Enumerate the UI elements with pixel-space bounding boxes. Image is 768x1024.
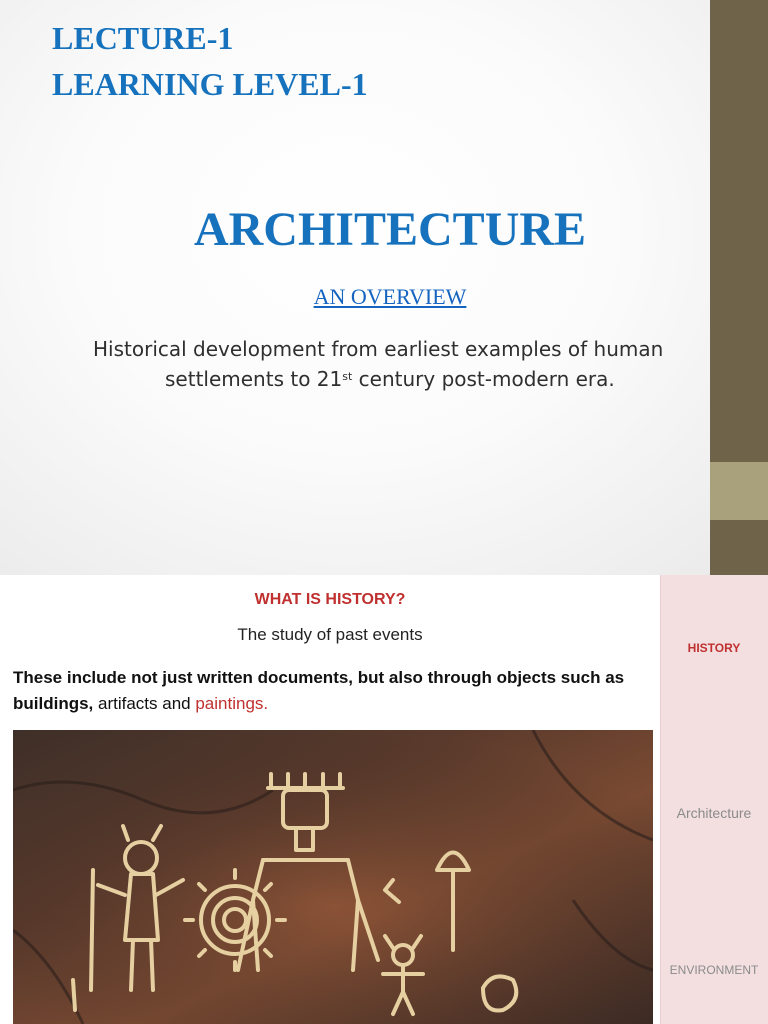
slide-body-text [93, 334, 703, 394]
slide-sidebar-accent [710, 462, 768, 520]
slide-title: ARCHITECTURE [193, 203, 587, 256]
lecture-label: LECTURE-1 [52, 20, 234, 56]
section-text: These include not just written documents, but also through objects such as buildings, artifacts and paintings. [13, 668, 625, 713]
body-line-1: Historical development from earliest examples of human [93, 337, 664, 361]
section-heading: WHAT IS HISTORY? [254, 591, 406, 608]
overview-link[interactable]: AN OVERVIEW [313, 284, 467, 309]
side-label-environment: ENVIRONMENT [669, 963, 759, 977]
body-line-2: settlements to 21st century post-modern era. [165, 367, 615, 391]
petroglyph-image [13, 730, 653, 1024]
side-label-history: HISTORY [687, 641, 741, 655]
section-subheading: The study of past events [237, 625, 423, 644]
side-label-architecture: Architecture [676, 805, 752, 821]
paintings-highlight: paintings [195, 694, 264, 713]
history-slide [0, 575, 768, 1024]
ordinal-suffix: st [342, 370, 353, 383]
learning-level-label: LEARNING LEVEL-1 [52, 66, 368, 102]
